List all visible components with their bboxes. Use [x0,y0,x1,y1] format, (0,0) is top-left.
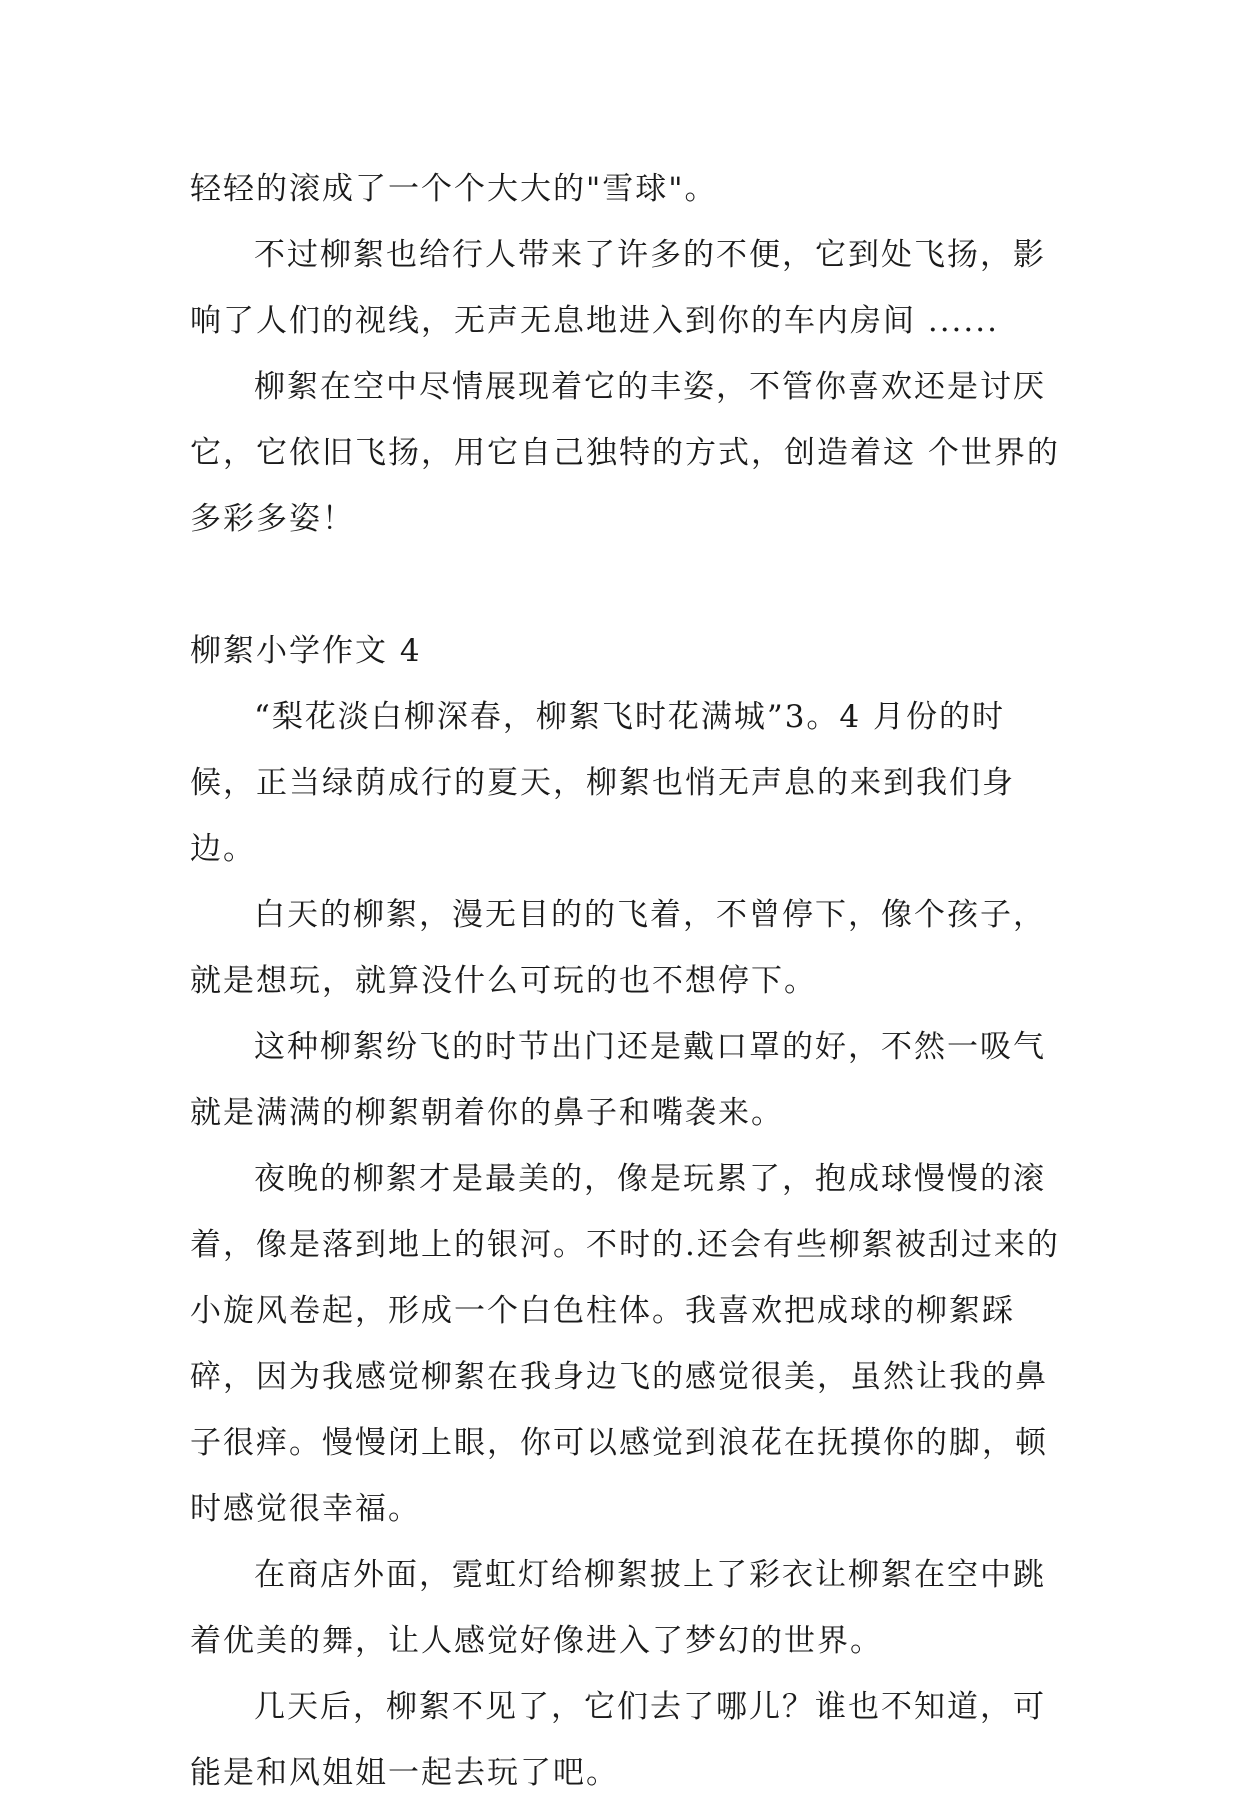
section-title: 柳絮小学作文 4 [190,633,422,669]
paragraph: 这种柳絮纷飞的时节出门还是戴口罩的好，不然一吸气就是满满的柳絮朝着你的鼻子和嘴袭来。 [190,1029,1046,1131]
paragraph: 白天的柳絮，漫无目的的飞着，不曾停下，像个孩子，就是想玩，就算没什么可玩的也不想停下。 [190,897,1046,999]
paragraph: 不过柳絮也给行人带来了许多的不便，它到处飞扬，影响了人们的视线，无声无息地进入到你的车内房间 ...... [190,237,1046,339]
paragraph: 夜晚的柳絮才是最美的，像是玩累了，抱成球慢慢的滚着，像是落到地上的银河。不时的.还会有些柳絮被刮过来的小旋风卷起，形成一个白色柱体。我喜欢把成球的柳絮踩碎，因为我感觉柳絮在我身边飞的感觉很美，虽然让我的鼻子很痒。慢慢闭上眼，你可以感觉到浪花在抚摸你的脚，顿时感觉很幸福。 [190,1161,1060,1527]
paragraph: 在商店外面，霓虹灯给柳絮披上了彩衣让柳絮在空中跳着优美的舞，让人感觉好像进入了梦幻的世界。 [190,1557,1046,1659]
paragraph: 几天后，柳絮不见了，它们去了哪儿？谁也不知道，可能是和风姐姐一起去玩了吧。 [190,1689,1046,1791]
paragraph-continued: 轻轻的滚成了一个个大大的"雪球"。 [190,171,718,207]
paragraph: 柳絮在空中尽情展现着它的丰姿，不管你喜欢还是讨厌它，它依旧飞扬，用它自己独特的方式，创造着这 个世界的多彩多姿！ [190,369,1060,537]
paragraph: “梨花淡白柳深春，柳絮飞时花满城”3。4 月份的时候，正当绿荫成行的夏天，柳絮也悄无声息的来到我们身边。 [190,699,1015,867]
essay-body [190,156,1070,1806]
